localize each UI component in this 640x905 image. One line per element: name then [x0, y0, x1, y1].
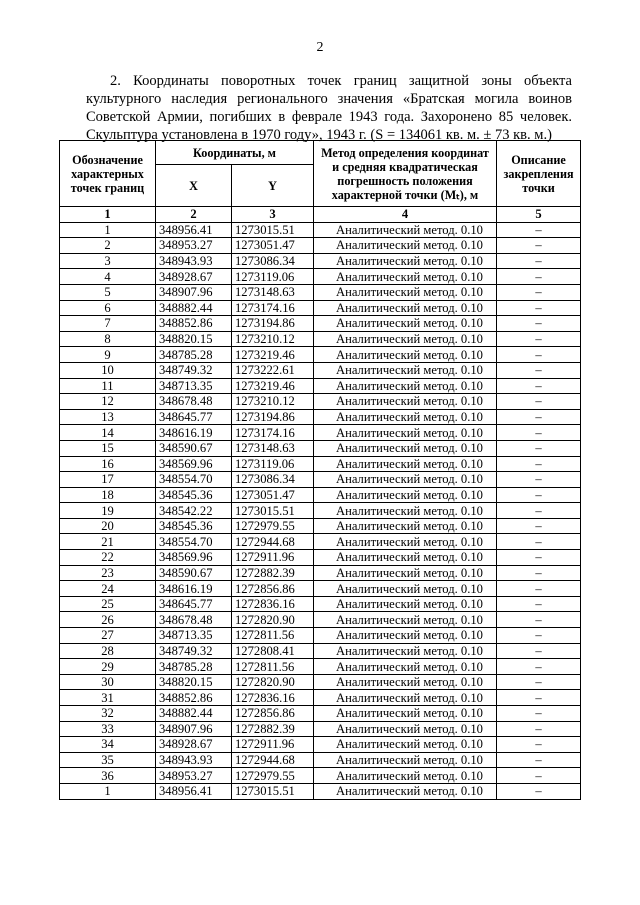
description-cell: – — [497, 690, 581, 706]
y-coordinate-cell: 1272882.39 — [232, 565, 314, 581]
description-cell: – — [497, 269, 581, 285]
description-cell: – — [497, 628, 581, 644]
table-row — [60, 253, 581, 269]
y-coordinate-cell: 1272979.55 — [232, 518, 314, 534]
x-coordinate-cell: 348590.67 — [156, 440, 232, 456]
index-cell: 1 — [60, 207, 156, 223]
description-cell: – — [497, 347, 581, 363]
x-coordinate-cell: 348943.93 — [156, 253, 232, 269]
x-coordinate-cell: 348749.32 — [156, 362, 232, 378]
table-row — [60, 628, 581, 644]
method-cell: Аналитический метод. 0.10 — [314, 565, 497, 581]
point-number-cell: 2 — [60, 238, 156, 254]
table-row — [60, 706, 581, 722]
point-number-cell: 24 — [60, 581, 156, 597]
table-row — [60, 565, 581, 581]
x-coordinate-cell: 348713.35 — [156, 378, 232, 394]
description-cell: – — [497, 362, 581, 378]
index-cell: 4 — [314, 207, 497, 223]
y-coordinate-cell: 1272856.86 — [232, 581, 314, 597]
method-cell: Аналитический метод. 0.10 — [314, 316, 497, 332]
y-coordinate-cell: 1273015.51 — [232, 503, 314, 519]
description-cell: – — [497, 768, 581, 784]
x-coordinate-cell: 348645.77 — [156, 596, 232, 612]
point-number-cell: 11 — [60, 378, 156, 394]
method-cell: Аналитический метод. 0.10 — [314, 534, 497, 550]
description-cell: – — [497, 674, 581, 690]
x-coordinate-cell: 348852.86 — [156, 690, 232, 706]
x-coordinate-cell: 348545.36 — [156, 518, 232, 534]
description-cell: – — [497, 581, 581, 597]
method-cell: Аналитический метод. 0.10 — [314, 300, 497, 316]
y-coordinate-cell: 1272836.16 — [232, 690, 314, 706]
page-number: 2 — [316, 40, 324, 55]
x-coordinate-cell: 348882.44 — [156, 706, 232, 722]
description-cell: – — [497, 659, 581, 675]
method-cell: Аналитический метод. 0.10 — [314, 674, 497, 690]
method-cell: Аналитический метод. 0.10 — [314, 690, 497, 706]
table-row — [60, 783, 581, 799]
y-coordinate-cell: 1272811.56 — [232, 659, 314, 675]
description-cell: – — [497, 316, 581, 332]
description-cell: – — [497, 284, 581, 300]
description-cell: – — [497, 331, 581, 347]
method-cell: Аналитический метод. 0.10 — [314, 706, 497, 722]
x-coordinate-cell: 348907.96 — [156, 721, 232, 737]
x-coordinate-cell: 348943.93 — [156, 752, 232, 768]
description-cell: – — [497, 643, 581, 659]
x-coordinate-cell: 348882.44 — [156, 300, 232, 316]
x-coordinate-cell: 348554.70 — [156, 472, 232, 488]
x-coordinate-cell: 348545.36 — [156, 487, 232, 503]
point-number-cell: 8 — [60, 331, 156, 347]
table-row — [60, 300, 581, 316]
point-number-cell: 32 — [60, 706, 156, 722]
method-cell: Аналитический метод. 0.10 — [314, 659, 497, 675]
point-number-cell: 6 — [60, 300, 156, 316]
y-coordinate-cell: 1273210.12 — [232, 331, 314, 347]
point-number-cell: 9 — [60, 347, 156, 363]
y-coordinate-cell: 1273148.63 — [232, 284, 314, 300]
y-coordinate-cell: 1272979.55 — [232, 768, 314, 784]
table-row — [60, 596, 581, 612]
point-number-cell: 13 — [60, 409, 156, 425]
point-number-cell: 12 — [60, 394, 156, 410]
method-cell: Аналитический метод. 0.10 — [314, 487, 497, 503]
point-number-cell: 27 — [60, 628, 156, 644]
table-body — [60, 207, 581, 800]
y-coordinate-cell: 1273219.46 — [232, 378, 314, 394]
table-row — [60, 674, 581, 690]
x-coordinate-cell: 348616.19 — [156, 425, 232, 441]
table-row — [60, 378, 581, 394]
description-cell: – — [497, 378, 581, 394]
table-row — [60, 331, 581, 347]
y-coordinate-cell: 1273194.86 — [232, 409, 314, 425]
table-row — [60, 472, 581, 488]
table-row — [60, 362, 581, 378]
y-coordinate-cell: 1273015.51 — [232, 783, 314, 799]
y-coordinate-cell: 1273174.16 — [232, 425, 314, 441]
table-row — [60, 690, 581, 706]
table-row — [60, 581, 581, 597]
x-coordinate-cell: 348785.28 — [156, 347, 232, 363]
y-coordinate-cell: 1273119.06 — [232, 456, 314, 472]
description-cell: – — [497, 394, 581, 410]
header-method: Метод определения координат и средняя квадратическая погрешность положения характерной точки (Mₜ), м — [314, 141, 497, 207]
y-coordinate-cell: 1273219.46 — [232, 347, 314, 363]
point-number-cell: 21 — [60, 534, 156, 550]
y-coordinate-cell: 1272808.41 — [232, 643, 314, 659]
y-coordinate-cell: 1272811.56 — [232, 628, 314, 644]
y-coordinate-cell: 1273119.06 — [232, 269, 314, 285]
x-coordinate-cell: 348749.32 — [156, 643, 232, 659]
point-number-cell: 7 — [60, 316, 156, 332]
point-number-cell: 1 — [60, 222, 156, 238]
point-number-cell: 28 — [60, 643, 156, 659]
description-cell: – — [497, 783, 581, 799]
index-cell: 2 — [156, 207, 232, 223]
method-cell: Аналитический метод. 0.10 — [314, 550, 497, 566]
x-coordinate-cell: 348852.86 — [156, 316, 232, 332]
point-number-cell: 29 — [60, 659, 156, 675]
table-row — [60, 425, 581, 441]
point-number-cell: 26 — [60, 612, 156, 628]
x-coordinate-cell: 348956.41 — [156, 783, 232, 799]
description-cell: – — [497, 472, 581, 488]
point-number-cell: 36 — [60, 768, 156, 784]
method-cell: Аналитический метод. 0.10 — [314, 378, 497, 394]
header-x: X — [156, 165, 232, 207]
header-description: Описание закрепления точки — [497, 141, 581, 207]
x-coordinate-cell: 348785.28 — [156, 659, 232, 675]
index-cell: 5 — [497, 207, 581, 223]
y-coordinate-cell: 1272911.96 — [232, 737, 314, 753]
method-cell: Аналитический метод. 0.10 — [314, 596, 497, 612]
description-cell: – — [497, 503, 581, 519]
description-cell: – — [497, 612, 581, 628]
point-number-cell: 20 — [60, 518, 156, 534]
x-coordinate-cell: 348956.41 — [156, 222, 232, 238]
y-coordinate-cell: 1272911.96 — [232, 550, 314, 566]
method-cell: Аналитический метод. 0.10 — [314, 394, 497, 410]
index-cell: 3 — [232, 207, 314, 223]
table-row — [60, 316, 581, 332]
x-coordinate-cell: 348907.96 — [156, 284, 232, 300]
table-row — [60, 222, 581, 238]
method-cell: Аналитический метод. 0.10 — [314, 581, 497, 597]
y-coordinate-cell: 1273051.47 — [232, 238, 314, 254]
point-number-cell: 34 — [60, 737, 156, 753]
y-coordinate-cell: 1272836.16 — [232, 596, 314, 612]
table-row — [60, 737, 581, 753]
point-number-cell: 15 — [60, 440, 156, 456]
point-number-cell: 30 — [60, 674, 156, 690]
method-cell: Аналитический метод. 0.10 — [314, 737, 497, 753]
point-number-cell: 3 — [60, 253, 156, 269]
y-coordinate-cell: 1273222.61 — [232, 362, 314, 378]
table-row — [60, 394, 581, 410]
method-cell: Аналитический метод. 0.10 — [314, 752, 497, 768]
table-row — [60, 659, 581, 675]
method-cell: Аналитический метод. 0.10 — [314, 222, 497, 238]
description-cell: – — [497, 596, 581, 612]
x-coordinate-cell: 348542.22 — [156, 503, 232, 519]
y-coordinate-cell: 1272820.90 — [232, 674, 314, 690]
y-coordinate-cell: 1273148.63 — [232, 440, 314, 456]
table-row — [60, 440, 581, 456]
description-cell: – — [497, 706, 581, 722]
description-cell: – — [497, 409, 581, 425]
description-cell: – — [497, 565, 581, 581]
x-coordinate-cell: 348678.48 — [156, 612, 232, 628]
description-cell: – — [497, 518, 581, 534]
method-cell: Аналитический метод. 0.10 — [314, 472, 497, 488]
table-row — [60, 503, 581, 519]
point-number-cell: 16 — [60, 456, 156, 472]
y-coordinate-cell: 1273174.16 — [232, 300, 314, 316]
point-number-cell: 22 — [60, 550, 156, 566]
x-coordinate-cell: 348713.35 — [156, 628, 232, 644]
method-cell: Аналитический метод. 0.10 — [314, 503, 497, 519]
point-number-cell: 25 — [60, 596, 156, 612]
description-cell: – — [497, 550, 581, 566]
x-coordinate-cell: 348928.67 — [156, 269, 232, 285]
description-cell: – — [497, 300, 581, 316]
method-cell: Аналитический метод. 0.10 — [314, 612, 497, 628]
x-coordinate-cell: 348953.27 — [156, 768, 232, 784]
point-number-cell: 33 — [60, 721, 156, 737]
method-cell: Аналитический метод. 0.10 — [314, 628, 497, 644]
description-cell: – — [497, 737, 581, 753]
y-coordinate-cell: 1273051.47 — [232, 487, 314, 503]
description-cell: – — [497, 222, 581, 238]
description-cell: – — [497, 440, 581, 456]
point-number-cell: 23 — [60, 565, 156, 581]
x-coordinate-cell: 348590.67 — [156, 565, 232, 581]
method-cell: Аналитический метод. 0.10 — [314, 721, 497, 737]
method-cell: Аналитический метод. 0.10 — [314, 425, 497, 441]
method-cell: Аналитический метод. 0.10 — [314, 347, 497, 363]
table-row — [60, 487, 581, 503]
table-row — [60, 643, 581, 659]
header-coordinates: Координаты, м — [156, 141, 314, 165]
table-row — [60, 456, 581, 472]
method-cell: Аналитический метод. 0.10 — [314, 518, 497, 534]
x-coordinate-cell: 348554.70 — [156, 534, 232, 550]
column-index-row — [60, 207, 581, 223]
x-coordinate-cell: 348678.48 — [156, 394, 232, 410]
method-cell: Аналитический метод. 0.10 — [314, 783, 497, 799]
description-cell: – — [497, 238, 581, 254]
table-row — [60, 284, 581, 300]
method-cell: Аналитический метод. 0.10 — [314, 362, 497, 378]
header-y: Y — [232, 165, 314, 207]
table-row — [60, 347, 581, 363]
y-coordinate-cell: 1273086.34 — [232, 472, 314, 488]
method-cell: Аналитический метод. 0.10 — [314, 269, 497, 285]
y-coordinate-cell: 1272856.86 — [232, 706, 314, 722]
coordinates-table — [59, 140, 581, 800]
table-row — [60, 518, 581, 534]
heading-text: 2. Координаты поворотных точек границ защитной зоны объекта культурного наследия регионального значения «Братская могила воинов Советской Армии, погибших в феврале 1943 года. Захоронено 85 человек. Скульптура установлена в 1970 году», 1943 г. (S = 134061 кв. м. ± 73 кв. м.) — [86, 73, 572, 143]
table-row — [60, 409, 581, 425]
table-row — [60, 550, 581, 566]
description-cell: – — [497, 456, 581, 472]
y-coordinate-cell: 1272820.90 — [232, 612, 314, 628]
y-coordinate-cell: 1273015.51 — [232, 222, 314, 238]
point-number-cell: 10 — [60, 362, 156, 378]
description-cell: – — [497, 752, 581, 768]
x-coordinate-cell: 348645.77 — [156, 409, 232, 425]
y-coordinate-cell: 1272882.39 — [232, 721, 314, 737]
description-cell: – — [497, 253, 581, 269]
description-cell: – — [497, 534, 581, 550]
x-coordinate-cell: 348616.19 — [156, 581, 232, 597]
x-coordinate-cell: 348569.96 — [156, 550, 232, 566]
point-number-cell: 18 — [60, 487, 156, 503]
method-cell: Аналитический метод. 0.10 — [314, 331, 497, 347]
point-number-cell: 4 — [60, 269, 156, 285]
description-cell: – — [497, 425, 581, 441]
point-number-cell: 17 — [60, 472, 156, 488]
y-coordinate-cell: 1273194.86 — [232, 316, 314, 332]
table-row — [60, 612, 581, 628]
y-coordinate-cell: 1273086.34 — [232, 253, 314, 269]
point-number-cell: 35 — [60, 752, 156, 768]
point-number-cell: 5 — [60, 284, 156, 300]
point-number-cell: 1 — [60, 783, 156, 799]
x-coordinate-cell: 348820.15 — [156, 331, 232, 347]
point-number-cell: 14 — [60, 425, 156, 441]
description-cell: – — [497, 721, 581, 737]
table-row — [60, 534, 581, 550]
method-cell: Аналитический метод. 0.10 — [314, 253, 497, 269]
y-coordinate-cell: 1272944.68 — [232, 752, 314, 768]
point-number-cell: 31 — [60, 690, 156, 706]
description-cell: – — [497, 487, 581, 503]
method-cell: Аналитический метод. 0.10 — [314, 768, 497, 784]
table-row — [60, 269, 581, 285]
x-coordinate-cell: 348820.15 — [156, 674, 232, 690]
method-cell: Аналитический метод. 0.10 — [314, 440, 497, 456]
method-cell: Аналитический метод. 0.10 — [314, 238, 497, 254]
x-coordinate-cell: 348569.96 — [156, 456, 232, 472]
method-cell: Аналитический метод. 0.10 — [314, 643, 497, 659]
y-coordinate-cell: 1272944.68 — [232, 534, 314, 550]
section-heading — [86, 72, 572, 144]
y-coordinate-cell: 1273210.12 — [232, 394, 314, 410]
table-row — [60, 721, 581, 737]
table-row — [60, 238, 581, 254]
x-coordinate-cell: 348928.67 — [156, 737, 232, 753]
table-row — [60, 768, 581, 784]
table-row — [60, 752, 581, 768]
method-cell: Аналитический метод. 0.10 — [314, 409, 497, 425]
x-coordinate-cell: 348953.27 — [156, 238, 232, 254]
point-number-cell: 19 — [60, 503, 156, 519]
header-point-designation: Обозначение характерных точек границ — [60, 141, 156, 207]
method-cell: Аналитический метод. 0.10 — [314, 284, 497, 300]
method-cell: Аналитический метод. 0.10 — [314, 456, 497, 472]
